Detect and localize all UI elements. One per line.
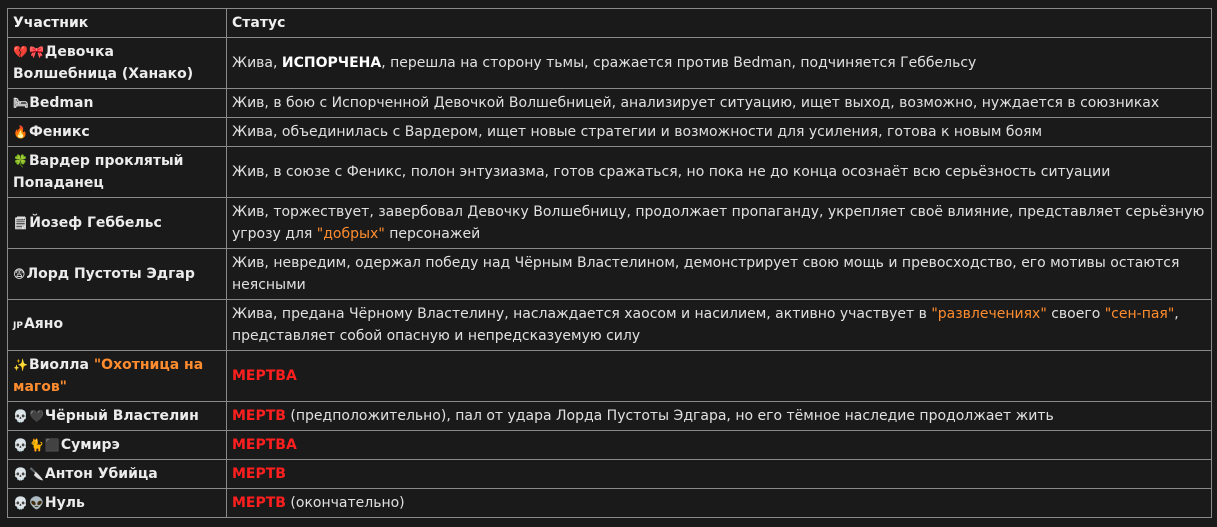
broken-heart-icon: 💔 bbox=[13, 45, 28, 59]
participant-name: Девочка Волшебница (Ханако) bbox=[13, 44, 194, 82]
cat-icon: 🐈 bbox=[28, 438, 44, 452]
table-body bbox=[8, 38, 1212, 518]
table-row bbox=[8, 402, 1212, 431]
participant-name: Чёрный Властелин bbox=[44, 408, 199, 424]
status-text: "развлечениях" bbox=[931, 306, 1047, 322]
status-cell bbox=[227, 351, 1212, 402]
status-text: Жива, предана Чёрному Властелину, наслаждается хаосом и насилием, активно участвует в bbox=[232, 306, 932, 322]
table-row bbox=[8, 431, 1212, 460]
alien-icon: 👽 bbox=[28, 496, 44, 510]
participant-name: Сумирэ bbox=[60, 437, 120, 453]
status-text: Жива, bbox=[232, 55, 282, 71]
participant-name: Виолла bbox=[28, 357, 94, 373]
participant-column-header: Участник bbox=[8, 9, 227, 38]
status-text: ИСПОРЧЕНА bbox=[281, 55, 382, 71]
status-text: , представляет собой опасную и непредсказуемую силу bbox=[232, 306, 1179, 344]
dead-status-label: МЕРТВ bbox=[232, 466, 286, 482]
participant-cell bbox=[8, 300, 227, 351]
status-text: Жив, в союзе с Феникс, полон энтузиазма, готов сражаться, но пока не до конца осознаёт всю серьёзность ситуации bbox=[232, 164, 1111, 180]
participant-cell bbox=[8, 460, 227, 489]
four-leaf-clover-icon: 🍀 bbox=[13, 154, 28, 168]
black-heart-icon: 🖤 bbox=[28, 409, 44, 423]
table-row bbox=[8, 198, 1212, 249]
participant-cell bbox=[8, 118, 227, 147]
status-cell bbox=[227, 402, 1212, 431]
status-text: Жив, невредим, одержал победу над Чёрным Властелином, демонстрирует свою мощь и превосходство, его мотивы остаются неясными bbox=[232, 255, 1180, 293]
sparkles-icon: ✨ bbox=[13, 358, 28, 372]
participant-cell bbox=[8, 38, 227, 89]
status-text: (окончательно) bbox=[285, 495, 405, 511]
status-table-container bbox=[7, 8, 1211, 518]
participant-cell bbox=[8, 249, 227, 300]
table-row bbox=[8, 38, 1212, 89]
participant-cell bbox=[8, 89, 227, 118]
table-row bbox=[8, 89, 1212, 118]
table-row bbox=[8, 300, 1212, 351]
fearful-face-icon: 😨 bbox=[13, 267, 26, 281]
participant-name: Феникс bbox=[28, 124, 90, 140]
ribbon-icon: 🎀 bbox=[28, 45, 44, 59]
participant-title: "Охотница на магов" bbox=[13, 357, 204, 395]
status-cell bbox=[227, 249, 1212, 300]
status-text: "сен-пая" bbox=[1104, 306, 1175, 322]
notepad-icon: 🗒 bbox=[13, 216, 29, 230]
table-row bbox=[8, 460, 1212, 489]
status-cell bbox=[227, 89, 1212, 118]
participant-name: Нуль bbox=[44, 495, 85, 511]
table-row bbox=[8, 351, 1212, 402]
participant-cell bbox=[8, 431, 227, 460]
status-cell bbox=[227, 460, 1212, 489]
status-cell bbox=[227, 118, 1212, 147]
dead-status-label: МЕРТВ bbox=[232, 408, 286, 424]
skull-icon: 💀 bbox=[13, 409, 28, 423]
participant-cell bbox=[8, 351, 227, 402]
skull-icon: 💀 bbox=[13, 438, 28, 452]
participant-cell bbox=[8, 489, 227, 518]
jp-flag-icon: JP bbox=[13, 321, 23, 331]
dead-status-label: МЕРТВА bbox=[232, 368, 297, 384]
participant-name: Лорд Пустоты Эдгар bbox=[26, 266, 195, 282]
knife-icon: 🔪 bbox=[28, 467, 44, 481]
skull-icon: 💀 bbox=[13, 467, 28, 481]
dead-status-label: МЕРТВ bbox=[232, 495, 286, 511]
status-text: Жив, в бою с Испорченной Девочкой Волшебницей, анализирует ситуацию, ищет выход, возможно, нуждается в союзниках bbox=[232, 95, 1160, 111]
participant-name: Аяно bbox=[23, 316, 64, 332]
status-text: своего bbox=[1046, 306, 1105, 322]
participant-name: Bedman bbox=[29, 95, 94, 111]
dead-status-label: МЕРТВА bbox=[232, 437, 297, 453]
status-text: Жив, торжествует, завербовал Девочку Волшебницу, продолжает пропаганду, укрепляет своё влияние, представляет серьёзную угрозу для bbox=[232, 204, 1205, 242]
participant-name: Вардер проклятый Попаданец bbox=[13, 153, 184, 191]
status-cell bbox=[227, 431, 1212, 460]
status-text: "добрых" bbox=[316, 226, 385, 242]
table-row bbox=[8, 118, 1212, 147]
participant-cell bbox=[8, 147, 227, 198]
table-row bbox=[8, 249, 1212, 300]
participant-cell bbox=[8, 402, 227, 431]
status-text: Жива, объединилась с Вардером, ищет новые стратегии и возможности для усиления, готова к новым боям bbox=[232, 124, 1043, 140]
black-square-icon: ⬛ bbox=[44, 438, 60, 452]
table-row bbox=[8, 489, 1212, 518]
participant-cell bbox=[8, 198, 227, 249]
status-cell bbox=[227, 38, 1212, 89]
bed-icon: 🛏 bbox=[13, 96, 29, 110]
status-text: (предположительно), пал от удара Лорда Пустоты Эдгара, но его тёмное наследие продолжает жить bbox=[285, 408, 1054, 424]
status-table bbox=[7, 8, 1212, 518]
status-cell bbox=[227, 489, 1212, 518]
participant-name: Йозеф Геббельс bbox=[29, 215, 162, 231]
table-header-row bbox=[8, 9, 1212, 38]
status-column-header: Статус bbox=[227, 9, 1212, 38]
table-row bbox=[8, 147, 1212, 198]
status-text: , перешла на сторону тьмы, сражается против Bedman, подчиняется Геббельсу bbox=[381, 55, 977, 71]
participant-name: Антон Убийца bbox=[44, 466, 158, 482]
status-text: персонажей bbox=[384, 226, 481, 242]
status-cell bbox=[227, 300, 1212, 351]
status-cell bbox=[227, 147, 1212, 198]
fire-icon: 🔥 bbox=[13, 125, 28, 139]
skull-icon: 💀 bbox=[13, 496, 28, 510]
status-cell bbox=[227, 198, 1212, 249]
